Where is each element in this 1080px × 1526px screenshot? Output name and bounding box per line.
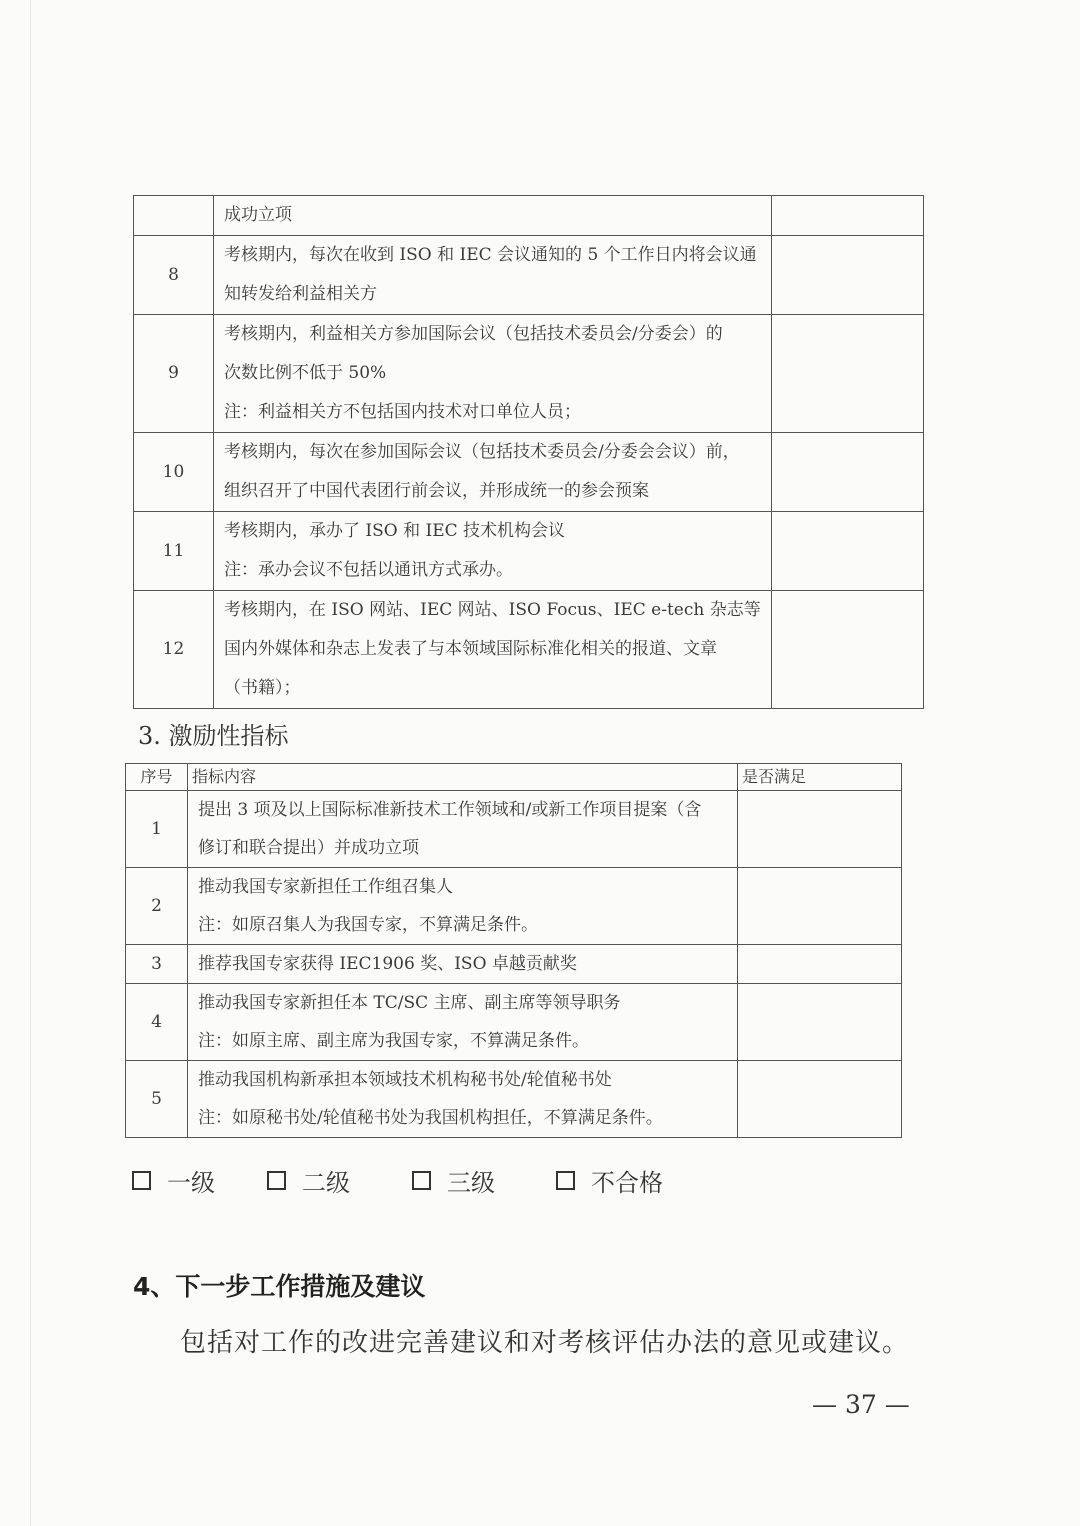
grade-label: 一级 [167,1169,215,1197]
indicator-text-line: 提出 3 项及以上国际标准新技术工作领域和/或新工作项目提案（含 [198,800,702,820]
table-row [134,433,924,512]
satisfied-cell[interactable] [772,433,924,512]
header-content: 指标内容 [188,764,738,791]
indicator-text-line: （书籍）； [224,678,301,698]
satisfied-cell[interactable] [738,868,902,945]
checkbox-icon[interactable] [412,1171,431,1190]
satisfied-cell[interactable] [772,236,924,315]
row-number: 4 [126,984,188,1061]
indicator-text-line: 注：承办会议不包括以通讯方式承办。 [224,560,513,580]
next-steps-heading: 4、下一步工作措施及建议 [133,1272,426,1301]
checkbox-icon[interactable] [556,1171,575,1190]
row-number: 8 [134,236,214,315]
indicator-text-line: 国内外媒体和杂志上发表了与本领域国际标准化相关的报道、文章 [224,639,717,659]
indicator-content [214,196,772,236]
grade-label: 不合格 [591,1169,663,1197]
table-row [126,984,902,1061]
indicator-content [214,236,772,315]
indicator-text-line: 组织召开了中国代表团行前会议，并形成统一的参会预案 [224,481,649,501]
indicator-text-line: 推动我国专家新担任本 TC/SC 主席、副主席等领导职务 [198,993,621,1013]
table-row [126,868,902,945]
indicator-text-line: 注：利益相关方不包括国内技术对口单位人员； [224,402,581,422]
satisfied-cell[interactable] [738,1061,902,1138]
satisfied-cell[interactable] [772,591,924,709]
table-row [134,236,924,315]
checkbox-icon[interactable] [132,1171,151,1190]
satisfied-cell[interactable] [772,196,924,236]
table-row [134,315,924,433]
table-row [126,1061,902,1138]
indicator-content [188,868,738,945]
indicator-text-line: 注：如原召集人为我国专家，不算满足条件。 [198,915,538,935]
indicator-content [188,1061,738,1138]
header-satisfied: 是否满足 [738,764,902,791]
table-header-row [126,764,902,791]
indicator-content [188,791,738,868]
table-row [134,591,924,709]
indicator-text-line: 考核期内，利益相关方参加国际会议（包括技术委员会/分委会）的 [224,324,723,344]
table-row [126,791,902,868]
indicator-text-line: 考核期内，每次在收到 ISO 和 IEC 会议通知的 5 个工作日内将会议通 [224,245,757,265]
row-number: 3 [126,945,188,984]
table-row [134,196,924,236]
satisfied-cell[interactable] [772,315,924,433]
section-3-heading: 3. 激励性指标 [138,722,289,750]
page-number: — 37 — [812,1390,910,1419]
indicator-content [214,512,772,591]
indicator-content [214,433,772,512]
compliance-table [133,195,924,709]
row-number: 12 [134,591,214,709]
row-number: 11 [134,512,214,591]
grade-option-3[interactable] [412,1163,495,1198]
indicator-content [214,315,772,433]
indicator-text-line: 成功立项 [224,205,292,225]
row-number: 1 [126,791,188,868]
incentive-indicator-table [125,763,902,1138]
satisfied-cell[interactable] [738,984,902,1061]
indicator-content [214,591,772,709]
grade-option-2[interactable] [267,1163,350,1198]
table-row [134,512,924,591]
indicator-text-line: 知转发给利益相关方 [224,284,377,304]
page-edge-line [30,0,31,1526]
indicator-text-line: 考核期内，每次在参加国际会议（包括技术委员会/分委会会议）前， [224,442,740,462]
satisfied-cell[interactable] [738,791,902,868]
indicator-content [188,945,738,984]
row-number: 5 [126,1061,188,1138]
grade-option-1[interactable] [132,1163,215,1198]
header-num: 序号 [126,764,188,791]
grade-label: 二级 [302,1169,350,1197]
grade-label: 三级 [447,1169,495,1197]
satisfied-cell[interactable] [772,512,924,591]
next-steps-body: 包括对工作的改进完善建议和对考核评估办法的意见或建议。 [180,1328,910,1358]
indicator-text-line: 注：如原主席、副主席为我国专家，不算满足条件。 [198,1031,589,1051]
table-row [126,945,902,984]
indicator-text-line: 考核期内，在 ISO 网站、IEC 网站、ISO Focus、IEC e-tech 杂志等 [224,600,761,620]
row-number [134,196,214,236]
indicator-text-line: 推动我国专家新担任工作组召集人 [198,877,453,897]
grade-option-fail[interactable] [556,1163,663,1198]
indicator-text-line: 推荐我国专家获得 IEC1906 奖、ISO 卓越贡献奖 [198,954,577,974]
indicator-text-line: 考核期内，承办了 ISO 和 IEC 技术机构会议 [224,521,566,541]
indicator-text-line: 推动我国机构新承担本领域技术机构秘书处/轮值秘书处 [198,1070,612,1090]
indicator-content [188,984,738,1061]
row-number: 2 [126,868,188,945]
satisfied-cell[interactable] [738,945,902,984]
row-number: 10 [134,433,214,512]
indicator-text-line: 次数比例不低于 50% [224,363,387,383]
indicator-text-line: 注：如原秘书处/轮值秘书处为我国机构担任，不算满足条件。 [198,1108,663,1128]
row-number: 9 [134,315,214,433]
indicator-text-line: 修订和联合提出）并成功立项 [198,838,419,858]
checkbox-icon[interactable] [267,1171,286,1190]
